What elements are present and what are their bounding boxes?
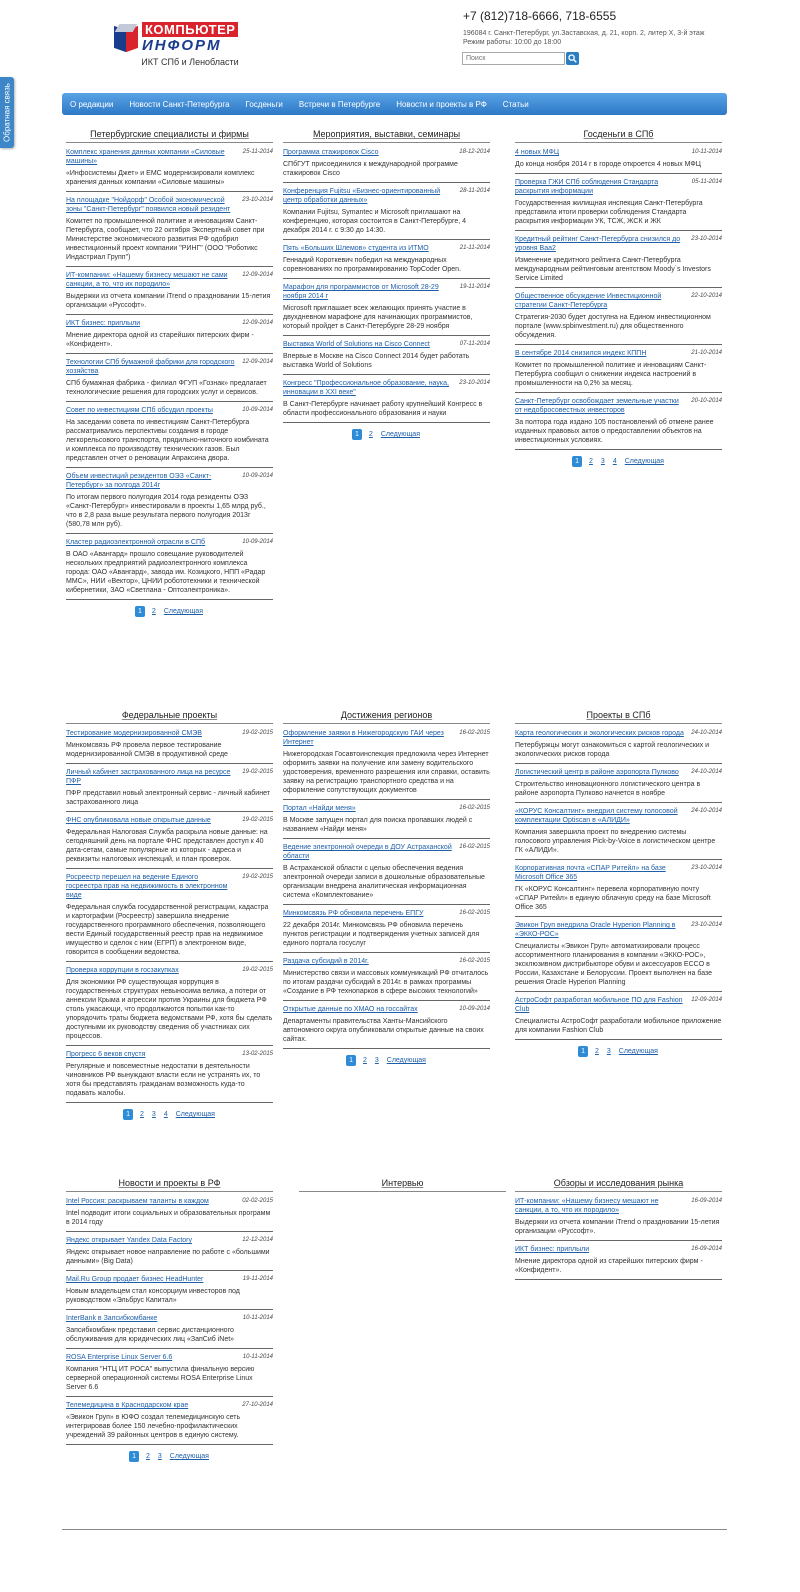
news-item — [283, 148, 490, 183]
page-2-link[interactable]: 2 — [589, 458, 593, 465]
news-date: 16-02-2015 — [459, 844, 490, 850]
news-title-link[interactable]: Оформление заявки в Нижегородскую ГАИ через Интернет — [283, 730, 444, 746]
news-summary: Минкомсвязь РФ провела первое тестирование модернизированной СМЭВ в продуктивной среде — [66, 742, 228, 758]
news-summary: «Эвикон Груп» в ЮФО создал телемедицинскую сеть интегрировав более 150 лечебно-профилактических учреждений 39 районных центров в единую систему. — [66, 1414, 241, 1439]
next-page-link[interactable]: Следующая — [380, 431, 420, 438]
news-summary: Компания "НТЦ ИТ РОСА" выпустила финальную версию серверной операционной системы ROSA Enterprise Linux Server 6.6 — [66, 1366, 255, 1391]
news-item — [66, 472, 273, 534]
news-item — [283, 379, 490, 423]
section-title[interactable]: Интервью — [299, 1178, 506, 1192]
news-summary: 22 декабря 2014г. Минкомсвязь РФ обновила перечень пунктов регистрации и подтверждения учетных записей для единого портала госуслуг — [283, 922, 480, 947]
news-title-link[interactable]: Портал «Найди меня» — [283, 805, 356, 812]
news-date: 16-09-2014 — [691, 1246, 722, 1252]
page-2-link[interactable]: 2 — [594, 1048, 599, 1055]
opening-hours: Режим работы: 10:00 до 18:00 — [463, 39, 562, 46]
news-date: 23-10-2014 — [691, 865, 722, 871]
section-rf-news — [66, 1178, 273, 1462]
news-summary: Регулярные и повсеместные недостатки в деятельности чиновников РФ вынуждают власти если не устранять их, то хотя бы представлять гражданам возможность куда-то подавать жалобы. — [66, 1063, 261, 1097]
page-1-link[interactable]: 1 — [135, 606, 145, 617]
next-page-link[interactable]: Следующая — [163, 608, 203, 615]
news-item — [66, 1401, 273, 1445]
next-page-link[interactable]: Следующая — [624, 458, 664, 465]
news-date: 10-09-2014 — [242, 407, 273, 413]
pagination — [515, 1046, 722, 1057]
news-date: 28-11-2014 — [459, 188, 490, 194]
news-item — [66, 1353, 273, 1397]
news-title-link[interactable]: Пять «Больших Шлемов» студента из ИТМО — [283, 245, 429, 252]
news-summary: ГК «КОРУС Консалтинг» перевела корпоративную почту «СПАР Ритейл» в единую облачную среду на базе Microsoft Office 365 — [515, 886, 711, 911]
news-date: 07-11-2014 — [459, 341, 490, 347]
news-item — [515, 235, 722, 288]
news-title-link[interactable]: Программа стажировок Cisco — [283, 149, 379, 156]
news-item — [283, 244, 490, 279]
pagination — [66, 606, 273, 617]
nav-spb-news[interactable]: Новости Санкт-Петербурга — [129, 99, 230, 109]
news-title-link[interactable]: Логистический центр в районе аэропорта Пулково — [515, 769, 679, 776]
page-4-link[interactable]: 4 — [163, 1111, 168, 1118]
news-date: 19-02-2015 — [242, 874, 273, 880]
page-2-link[interactable]: 2 — [362, 1057, 367, 1064]
section-spb-specialists — [66, 129, 273, 617]
news-item — [515, 996, 722, 1040]
page-4-link[interactable]: 4 — [612, 458, 617, 465]
news-date: 12-09-2014 — [242, 359, 273, 365]
next-page-link[interactable]: Следующая — [386, 1057, 426, 1064]
news-summary: На заседании совета по инвестициям Санкт-Петербурга рассматривались перспективы создания в городе легкорельсового транспорта, прядильно-ниточного комбината и комплекса по производству технических газов. Был представлен отчет о реновации Апраксина двора. — [66, 419, 269, 462]
news-date: 16-09-2014 — [691, 1198, 722, 1204]
news-date: 24-10-2014 — [691, 730, 722, 736]
section-title[interactable]: Мероприятия, выставки, семинары — [283, 129, 490, 143]
news-summary: В Санкт-Петербурге начинает работу крупнейший Конгресс в области профессионального образования и науки — [283, 401, 483, 417]
news-date: 16-02-2015 — [459, 958, 490, 964]
news-date: 23-10-2014 — [691, 922, 722, 928]
news-summary: Специалисты АстроСофт разработали мобильное приложение для компании Fashion Club — [515, 1018, 722, 1034]
news-title-link[interactable]: Intel Россия: раскрываем таланты в каждом — [66, 1198, 209, 1205]
news-item — [66, 1236, 273, 1271]
news-date: 21-11-2014 — [459, 245, 490, 251]
news-date: 23-10-2014 — [691, 236, 722, 242]
news-item — [66, 358, 273, 402]
news-title-link[interactable]: АстроСофт разработал мобильное ПО для Fashion Club — [515, 997, 683, 1013]
news-summary: Выдержки из отчета компании iTrend о праздновании 15-летия организации «Руссофт». — [66, 293, 271, 309]
page-2-link[interactable]: 2 — [140, 1111, 144, 1118]
news-item — [515, 397, 722, 450]
news-title-link[interactable]: Совет по инвестициям СПб обсудил проекты — [66, 407, 213, 414]
news-item — [66, 196, 273, 267]
news-summary: По итогам первого полугодия 2014 года резиденты ОЭЗ «Санкт-Петербург» инвестировали в проекты 1,65 млрд руб., что в 2,8 раза выше результата первого полугодия 2013г (580,78 млн руб). — [66, 494, 266, 528]
news-title-link[interactable]: Проверка ГЖИ СПб соблюдения Стандарта раскрытия информации — [515, 179, 659, 195]
news-item — [515, 292, 722, 345]
news-summary: Новым владельцем стал консорциум инвесторов под руководством «Эльбрус Капитал» — [66, 1288, 240, 1304]
logo-line-2: ИНФОРМ — [142, 37, 222, 54]
news-item — [283, 283, 490, 336]
news-summary: До конца ноября 2014 г в городе откроется 4 новых МФЦ — [515, 161, 701, 168]
news-title-link[interactable]: Тестирование модернизированной СМЭВ — [66, 730, 202, 737]
page-3-link[interactable]: 3 — [157, 1453, 162, 1460]
site-tagline: ИКТ СПб и Ленобласти — [141, 57, 239, 67]
news-summary: Microsoft приглашает всех желающих принять участие в двухдневном марафоне для начинающих программистов, который пройдет в Санкт-Петербурге 28-29 ноября — [283, 305, 473, 330]
news-summary: Департаменты правительства Ханты-Мансийского автономного округа опубликовали открытые данные на своих сайтах. — [283, 1018, 484, 1043]
news-item — [515, 921, 722, 992]
news-summary: СПб бумажная фабрика - филиал ФГУП «Гознак» предлагает технологические решения для городских услуг и сервисов. — [66, 380, 267, 396]
news-item — [515, 807, 722, 860]
news-date: 23-10-2014 — [242, 197, 273, 203]
nav-about[interactable]: О редакции — [70, 99, 114, 109]
news-title-link[interactable]: Раздача субсидий в 2014г. — [283, 958, 369, 965]
news-title-link[interactable]: InterBank в Запсибкомбанке — [66, 1315, 158, 1322]
news-title-link[interactable]: Технологии СПб бумажной фабрики для городского хозяйства — [66, 359, 235, 375]
news-item — [283, 843, 490, 905]
news-date: 16-02-2015 — [459, 730, 490, 736]
news-summary: Комитет по промышленной политике и инновациям Санкт-Петербурга сообщил о снижении индекса настроений в промышленности на 0,2% за месяц. — [515, 362, 707, 387]
page-3-link[interactable]: 3 — [151, 1111, 156, 1118]
news-date: 24-10-2014 — [691, 808, 722, 814]
news-item — [66, 1197, 273, 1232]
pagination — [515, 456, 722, 467]
news-item — [515, 768, 722, 803]
news-title-link[interactable]: В сентябре 2014 снизился индекс КППН — [515, 350, 647, 357]
news-summary: Изменение кредитного рейтинга Санкт-Петербурга международным рейтинговым агентством Moody`s Investors Service Limited — [515, 257, 711, 282]
news-summary: Петербуржцы могут ознакомиться с картой геологических и экологических рисков города — [515, 742, 710, 758]
page-1-link[interactable]: 1 — [578, 1046, 588, 1057]
news-summary: «Инфосистемы Джет» и EMC модернизировали комплекс хранения данных компании «Силовые машины» — [66, 170, 255, 186]
nav-articles[interactable]: Статьи — [502, 99, 529, 109]
news-date: 10-09-2014 — [242, 539, 273, 545]
page-1-link[interactable]: 1 — [352, 429, 362, 440]
pagination — [66, 1451, 273, 1462]
news-summary: Специалисты «Эвикон Груп» автоматизировали процесс ассортиментного планирования в компании «ЭККО-РОС», эксклюзивном дистрибьюторе обуви и аксессуаров ECCO в России, Казахстане и Белоруссии. Проект выполнен на базе решения Oracle Hyperion Planning — [515, 943, 713, 986]
news-date: 02-02-2015 — [242, 1198, 273, 1204]
nav-rf-news[interactable]: Новости и проекты в РФ — [396, 99, 487, 109]
news-summary: В ОАО «Авангард» прошло совещание руководителей нескольких предприятий радиоэлектронного комплекса города: ОАО «Авангард», завода им. Козицкого, НПП «Радар ММС», НИИ «Вектор», ЦНИИ робототехники и технической кибернетики, ЗАО «Светлана - Оптоэлектроника». — [66, 551, 266, 594]
section-gosdengi-spb — [515, 129, 722, 467]
news-item — [66, 1275, 273, 1310]
section-title[interactable]: Федеральные проекты — [66, 710, 273, 724]
nav-meetings[interactable]: Встречи в Петербурге — [298, 99, 381, 109]
news-date: 22-10-2014 — [691, 293, 722, 299]
news-title-link[interactable]: Конференция Fujitsu «Бизнес-ориентированный центр обработки данных» — [283, 188, 441, 204]
news-title-link[interactable]: Яндекс открывает Yandex Data Factory — [66, 1237, 192, 1244]
news-summary: Нижегородская Госавтоинспекция предложила через Интернет оформить заявки на получение или замену водительского удостоверения, временного разрешения или справки, оставить заявку на регистрацию транспортного средства и на оформление сопутствующих документов — [283, 751, 490, 794]
page-2-link[interactable]: 2 — [368, 431, 373, 438]
news-title-link[interactable]: Общественное обсуждение Инвестиционной стратегии Санкт-Петербурга — [515, 293, 662, 309]
news-date: 25-11-2014 — [242, 149, 273, 155]
news-date: 20-10-2014 — [691, 398, 722, 404]
news-item — [66, 816, 273, 869]
news-title-link[interactable]: Эвикон Груп внедрила Oracle Hyperion Planning в «ЭККО-РОС» — [515, 922, 676, 938]
section-title[interactable]: Обзоры и исследования рынка — [515, 1178, 722, 1192]
news-date: 12-12-2014 — [242, 1237, 273, 1243]
news-date: 12-09-2014 — [691, 997, 722, 1003]
feedback-label: Обратная связь — [2, 83, 12, 142]
section-events — [283, 129, 490, 440]
news-item — [66, 406, 273, 468]
news-summary: Мнение директора одной из старейших питерских фирм - «Конфидент». — [66, 332, 254, 348]
address-block — [463, 29, 733, 47]
page-2-link[interactable]: 2 — [145, 1453, 150, 1460]
news-title-link[interactable]: Кластер радиоэлектронной отрасли в СПб — [66, 539, 206, 546]
news-title-link[interactable]: ИКТ бизнес: приплыли — [66, 320, 141, 327]
news-summary: ПФР представил новый электронный сервис - личный кабинет застрахованного лица — [66, 790, 270, 806]
news-item — [66, 1314, 273, 1349]
news-title-link[interactable]: Выставка World of Solutions на Cisco Connect — [283, 341, 430, 348]
news-date: 12-09-2014 — [242, 272, 273, 278]
news-summary: Яндекс открывает новое направление по работе с «большими данными» (Big Data) — [66, 1249, 270, 1265]
news-date: 19-02-2015 — [242, 817, 273, 823]
logo-line-1: КОМПЬЮТЕР — [142, 22, 238, 37]
news-date: 16-02-2015 — [459, 805, 490, 811]
news-item — [283, 1005, 490, 1049]
news-summary: Компании Fujitsu, Symantec и Microsoft приглашают на конференцию, которая состоится в Санкт-Петербурге, 4 декабря 2014 г. с 9:30 до 14:30. — [283, 209, 467, 234]
news-date: 27-10-2014 — [242, 1402, 273, 1408]
news-title-link[interactable]: ИТ-компании: «Нашему бизнесу мешают не сами санкции, а то, что их породило» — [66, 272, 228, 288]
phone-numbers: +7 (812)718-6666, 718-6555 — [463, 9, 617, 23]
news-item — [66, 966, 273, 1046]
news-date: 24-10-2014 — [691, 769, 722, 775]
news-date: 19-02-2015 — [242, 769, 273, 775]
search-input[interactable] — [462, 52, 565, 65]
page-3-link[interactable]: 3 — [374, 1057, 379, 1064]
news-summary: Федеральная служба государственной регистрации, кадастра и картографии (Росреестр) завершила внедрение государственного программного обеспечения, позволяющего вести Единый государственный реестр прав на недвижимое имущество и сделок с ним (ЕГРП) в электронном виде, говорится в сообщении ведомства. — [66, 904, 269, 956]
logo-cube-icon — [114, 24, 139, 52]
news-summary: За полтора года издано 105 постановлений об отмене ранее изданных правовых актов о предоставлении объектов на инвестиционных условиях. — [515, 419, 714, 444]
news-date: 21-10-2014 — [691, 350, 722, 356]
news-summary: Стратегия-2030 будет доступна на Едином инвестиционном портале (www.spbinvestment.ru) для общественного обсуждения. — [515, 314, 711, 339]
section-regional-achievements — [283, 710, 490, 1066]
section-interviews — [299, 1178, 506, 1197]
page-1-link[interactable]: 1 — [123, 1109, 133, 1120]
news-item — [283, 804, 490, 839]
news-date: 12-09-2014 — [242, 320, 273, 326]
page-3-link[interactable]: 3 — [606, 1048, 611, 1055]
news-title-link[interactable]: Mail.Ru Group продает бизнес HeadHunter — [66, 1276, 204, 1283]
news-summary: Intel подводит итоги социальных и образовательных программ в 2014 году — [66, 1210, 271, 1226]
news-item — [283, 957, 490, 1001]
news-title-link[interactable]: 4 новых МФЦ — [515, 149, 560, 156]
section-title[interactable]: Петербургские специалисты и фирмы — [66, 129, 273, 143]
news-summary: В Москве запущен портал для поиска пропавших людей с названием «Найди меня» — [283, 817, 473, 833]
news-date: 10-11-2014 — [242, 1315, 273, 1321]
footer-divider — [62, 1529, 727, 1530]
news-item — [515, 349, 722, 393]
news-title-link[interactable]: Комплекс хранения данных компании «Силовые машины» — [66, 149, 225, 165]
news-date: 10-11-2014 — [242, 1354, 273, 1360]
news-date: 18-12-2014 — [459, 149, 490, 155]
news-title-link[interactable]: Объем инвестиций резидентов ОЭЗ «Санкт-Петербург» за полгода 2014г — [66, 473, 212, 489]
news-summary: Комитет по промышленной политике и инновациям Санкт-Петербурга, сообщает, что 22 октября Экспертный совет при Министерстве экономического развития РФ одобрил инвестиционный проект компании "РИНГ" (ООО "Роботикс Индастриал Групп") — [66, 218, 265, 261]
news-title-link[interactable]: ИТ-компании: «Нашему бизнесу мешают не санкции, а то, что их породило» — [515, 1198, 659, 1214]
page-2-link[interactable]: 2 — [151, 608, 156, 615]
news-title-link[interactable]: Минкомсвязь РФ обновила перечень ЕПГУ — [283, 910, 424, 917]
news-summary: Геннадий Короткевич победил на международных соревнованиях по программированию TopCoder Open. — [283, 257, 462, 273]
address: 196084 г. Санкт-Петербург, ул.Заставская, д. 21, корп. 2, литер X, 3-й этаж — [463, 30, 705, 37]
news-title-link[interactable]: Телемедицина в Краснодарском крае — [66, 1402, 189, 1409]
news-title-link[interactable]: На площадке "Нойдорф" Особой экономической зоны "Санкт-Петербург" появился новый резидент — [66, 197, 231, 213]
news-title-link[interactable]: Ведение электронной очереди в ДОУ Астраханской области — [283, 844, 452, 860]
news-date: 19-02-2015 — [242, 967, 273, 973]
search-button[interactable] — [566, 52, 579, 65]
news-title-link[interactable]: Конгресс "Профессиональное образование, наука, инновации в XXI веке" — [283, 380, 449, 396]
section-title[interactable]: Госденьги в СПб — [515, 129, 722, 143]
page-3-link[interactable]: 3 — [600, 458, 605, 465]
news-summary: Министерство связи и массовых коммуникаций РФ отчиталось по итогам раздачи субсидий в 2014г. в рамках программы «Создание в РФ технопарков в сфере высоких технологий» — [283, 970, 489, 995]
news-date: 10-09-2014 — [242, 473, 273, 479]
news-title-link[interactable]: Росреестр перешел на ведение Единого госреестра прав на недвижимость в электронном виде — [66, 874, 228, 899]
news-item — [66, 1050, 273, 1103]
news-summary: Для экономики РФ существующая коррупция в государственных структурах невыносима велика, а потери от аннексии Крыма и агрессии против Украины для бюджета РФ столь ужасающи, что продолжаются попытки как-то упорядочить траты бюджета ведомствами РФ, хотя бы сделать доступными их руководству сведения об участниках сих процессов. — [66, 979, 273, 1040]
news-summary: Впервые в Москве на Cisco Connect 2014 будет работать выставка World of Solutions — [283, 353, 470, 369]
news-title-link[interactable]: ФНС опубликовала новые открытые данные — [66, 817, 211, 824]
section-market-reviews — [515, 1178, 722, 1284]
section-spb-projects — [515, 710, 722, 1057]
news-summary: Компания завершила проект по внедрению системы голосового управления Pick-by-Voice в логистическом центре ГК «АЛИДИ». — [515, 829, 716, 854]
news-date: 10-09-2014 — [459, 1006, 490, 1012]
news-item — [515, 148, 722, 174]
next-page-link[interactable]: Следующая — [618, 1048, 658, 1055]
news-item — [66, 729, 273, 764]
news-title-link[interactable]: Проверка коррупции в госзакупках — [66, 967, 179, 974]
next-page-link[interactable]: Следующая — [175, 1111, 215, 1118]
news-title-link[interactable]: ИКТ бизнес: приплыли — [515, 1246, 590, 1253]
news-date: 19-02-2015 — [242, 730, 273, 736]
news-title-link[interactable]: Прогресс 6 веков спустя — [66, 1051, 146, 1058]
news-item — [515, 1245, 722, 1280]
page-1-link[interactable]: 1 — [129, 1451, 139, 1462]
news-title-link[interactable]: ROSA Enterprise Linux Server 6.6 — [66, 1354, 173, 1361]
news-title-link[interactable]: Личный кабинет застрахованного лица на ресурсе ПФР — [66, 769, 231, 785]
search-icon — [568, 54, 577, 63]
news-date: 16-02-2015 — [459, 910, 490, 916]
news-date: 05-11-2014 — [691, 179, 722, 185]
pagination — [66, 1109, 273, 1120]
news-summary: Мнение директора одной из старейших питерских фирм - «Конфидент». — [515, 1258, 703, 1274]
section-federal-projects — [66, 710, 273, 1120]
news-item — [283, 187, 490, 240]
pagination — [283, 429, 490, 440]
main-nav — [62, 93, 727, 115]
news-date: 10-11-2014 — [691, 149, 722, 155]
section-title[interactable]: Проекты в СПб — [515, 710, 722, 724]
news-date: 19-11-2014 — [459, 284, 490, 290]
news-date: 19-11-2014 — [242, 1276, 273, 1282]
news-item — [515, 864, 722, 917]
site-logo[interactable] — [114, 22, 262, 56]
news-item — [66, 319, 273, 354]
news-date: 23-10-2014 — [459, 380, 490, 386]
news-title-link[interactable]: Кредитный рейтинг Санкт-Петербурга снизился до уровня Baa2 — [515, 236, 681, 252]
news-title-link[interactable]: Карта геологических и экологических рисков города — [515, 730, 684, 737]
page-1-link[interactable]: 1 — [346, 1055, 356, 1066]
section-title[interactable]: Новости и проекты в РФ — [66, 1178, 273, 1192]
news-summary: В Астраханской области с целью обеспечения ведения электронной очереди записи в дошкольные образовательные организации внедрена аналитическая информационная система «Комплектование» — [283, 865, 485, 899]
news-summary: Запсибкомбанк представил сервис дистанционного обслуживания для юридических лиц «ЗапСиб iNet» — [66, 1327, 235, 1343]
news-item — [66, 538, 273, 600]
news-item — [66, 148, 273, 192]
news-item — [515, 729, 722, 764]
news-title-link[interactable]: Санкт-Петербург освобождает земельные участки от недобросовестных инвесторов — [515, 398, 679, 414]
nav-gosdengi[interactable]: Госденьги — [245, 99, 283, 109]
news-item — [515, 1197, 722, 1241]
news-item — [283, 729, 490, 800]
news-item — [66, 873, 273, 962]
news-title-link[interactable]: «КОРУС Консалтинг» внедрил систему голосовой комплектации Optiscan в «АЛИДИ» — [515, 808, 678, 824]
news-title-link[interactable]: Корпоративная почта «СПАР Ритейл» на базе Microsoft Office 365 — [515, 865, 666, 881]
news-summary: Государственная жилищная инспекция Санкт-Петербурга представила итоги проверки соблюдения Стандарта раскрытия информации УК, ТСЖ, ЖСК и ЖК — [515, 200, 703, 225]
news-summary: Строительство инновационного логистического центра в районе аэропорта Пулково начнется в ноябре — [515, 781, 701, 797]
news-item — [515, 178, 722, 231]
news-date: 13-02-2015 — [242, 1051, 273, 1057]
news-item — [66, 768, 273, 812]
news-summary: СПбГУТ присоединился к международной программе стажировок Cisco — [283, 161, 458, 177]
news-summary: Выдержки из отчета компании iTrend о праздновании 15-летия организации «Руссофт». — [515, 1219, 720, 1235]
feedback-tab[interactable] — [0, 77, 14, 148]
next-page-link[interactable]: Следующая — [169, 1453, 209, 1460]
news-title-link[interactable]: Марафон для программистов от Microsoft 28-29 ноября 2014 г — [283, 284, 439, 300]
pagination — [283, 1055, 490, 1066]
news-item — [66, 271, 273, 315]
news-title-link[interactable]: Открытые данные по ХМАО на госсайтах — [283, 1006, 418, 1013]
news-item — [283, 909, 490, 953]
news-item — [283, 340, 490, 375]
section-title[interactable]: Достижения регионов — [283, 710, 490, 724]
news-summary: Федеральная Налоговая Служба раскрыла новые данные: на сегодняшний день на портале ФНС представлен доступ к 40 дата-сетам, самые популярные из которых - адреса и реквизиты налоговых инспекций, и план проверок. — [66, 829, 268, 863]
page-1-link[interactable]: 1 — [572, 456, 582, 467]
